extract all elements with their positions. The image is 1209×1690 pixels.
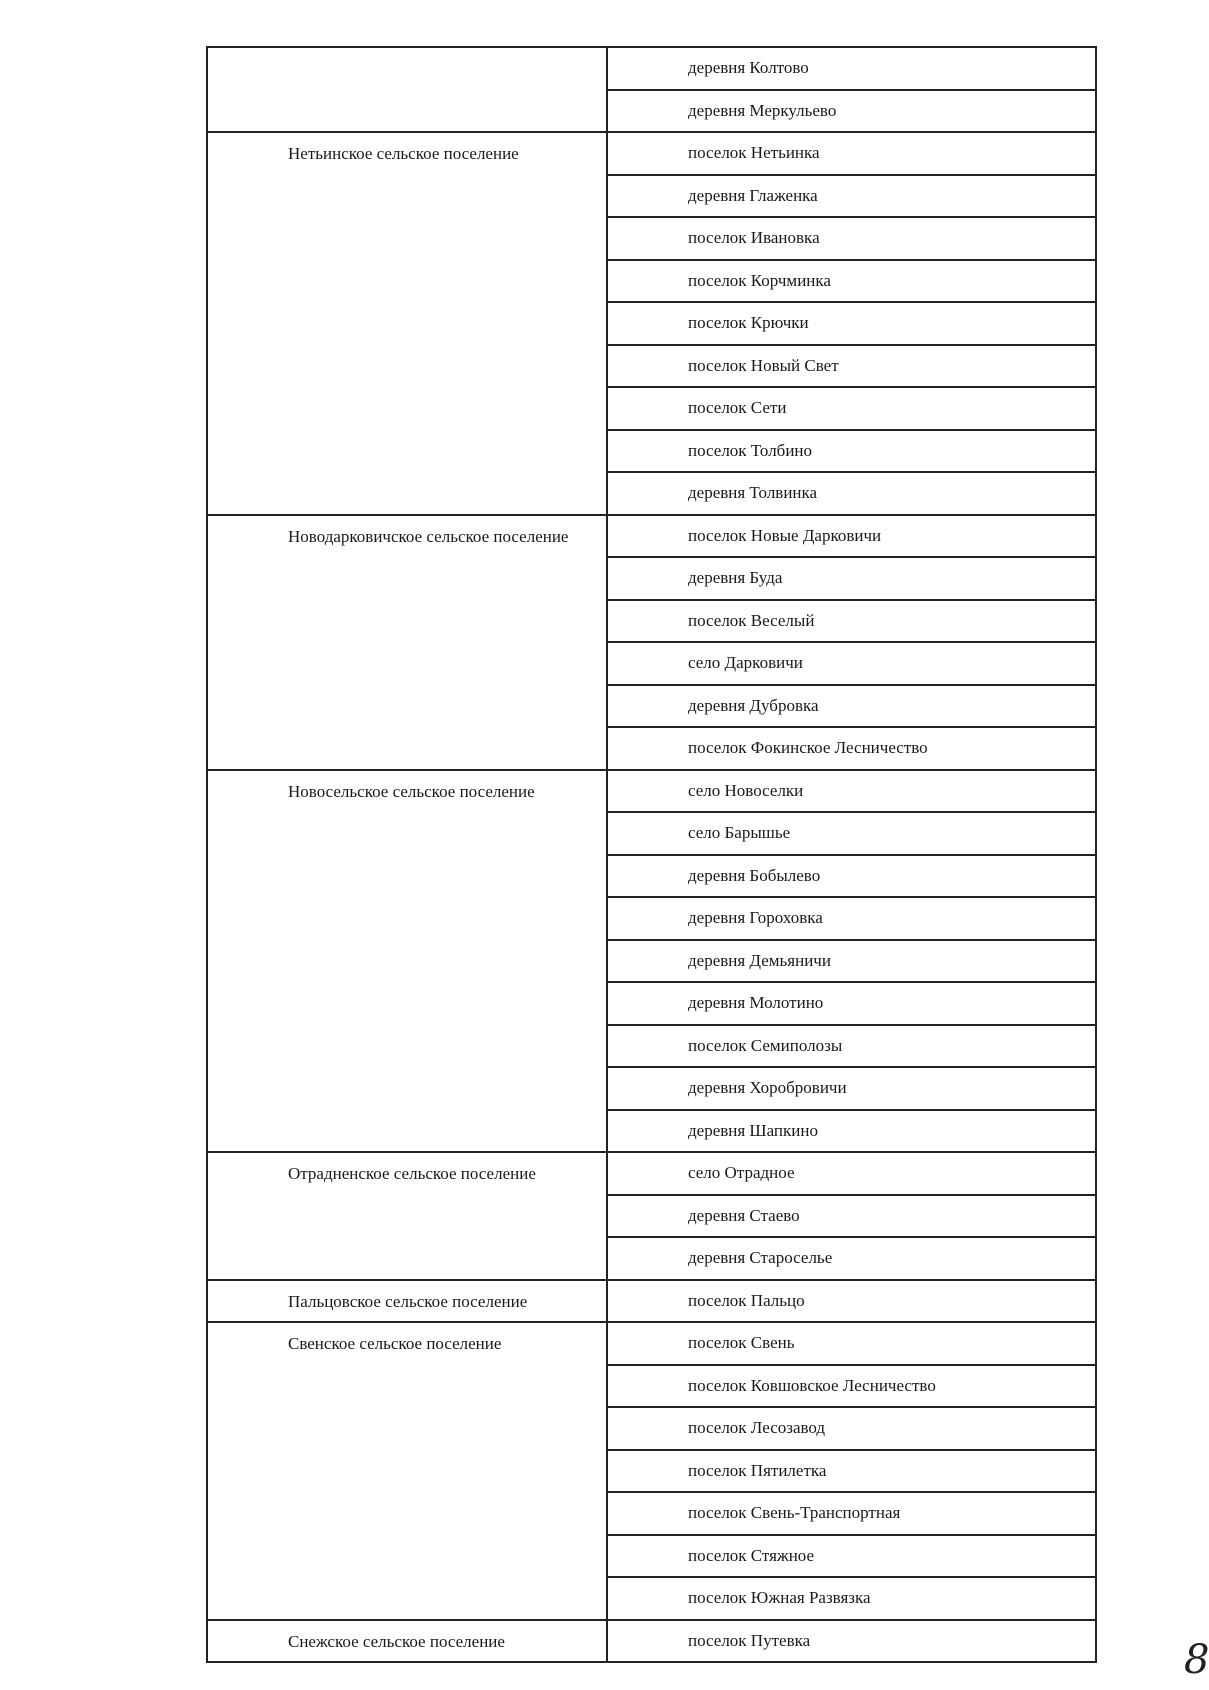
locality-name-cell: поселок Путевка — [607, 1620, 1096, 1663]
settlement-name-cell: Отрадненское сельское поселение — [207, 1152, 607, 1280]
locality-name-cell: деревня Буда — [607, 557, 1096, 600]
table-row — [207, 1620, 1096, 1663]
settlement-name-cell: Пальцовское сельское поселение — [207, 1280, 607, 1323]
locality-name-cell: деревня Глаженка — [607, 175, 1096, 218]
locality-name-cell: поселок Свень-Транспортная — [607, 1492, 1096, 1535]
settlement-name-cell: Новосельское сельское поселение — [207, 770, 607, 1153]
handwritten-page-number: 8 — [1184, 1637, 1209, 1683]
table-row — [207, 1152, 1096, 1195]
locality-name-cell: деревня Молотино — [607, 982, 1096, 1025]
locality-name-cell: поселок Ковшовское Лесничество — [607, 1365, 1096, 1408]
locality-name-cell: поселок Новые Дарковичи — [607, 515, 1096, 558]
locality-name-cell: поселок Сети — [607, 387, 1096, 430]
table-row — [207, 1322, 1096, 1365]
locality-name-cell: поселок Толбино — [607, 430, 1096, 473]
locality-name-cell: деревня Дубровка — [607, 685, 1096, 728]
table-row — [207, 1280, 1096, 1323]
locality-name-cell: поселок Лесозавод — [607, 1407, 1096, 1450]
locality-name-cell: деревня Колтово — [607, 47, 1096, 90]
locality-name-cell: поселок Фокинское Лесничество — [607, 727, 1096, 770]
settlements-table — [206, 46, 1097, 1663]
locality-name-cell: поселок Новый Свет — [607, 345, 1096, 388]
locality-name-cell: поселок Пальцо — [607, 1280, 1096, 1323]
settlements-table-body — [207, 47, 1096, 1662]
settlement-name-cell: Снежское сельское поселение — [207, 1620, 607, 1663]
locality-name-cell: село Новоселки — [607, 770, 1096, 813]
locality-name-cell: деревня Стаево — [607, 1195, 1096, 1238]
locality-name-cell: деревня Шапкино — [607, 1110, 1096, 1153]
locality-name-cell: село Отрадное — [607, 1152, 1096, 1195]
locality-name-cell: поселок Нетьинка — [607, 132, 1096, 175]
locality-name-cell: поселок Стяжное — [607, 1535, 1096, 1578]
locality-name-cell: поселок Веселый — [607, 600, 1096, 643]
table-row — [207, 515, 1096, 558]
locality-name-cell: поселок Ивановка — [607, 217, 1096, 260]
settlement-name-cell: Свенское сельское поселение — [207, 1322, 607, 1620]
locality-name-cell: деревня Староселье — [607, 1237, 1096, 1280]
locality-name-cell: поселок Южная Развязка — [607, 1577, 1096, 1620]
locality-name-cell: поселок Свень — [607, 1322, 1096, 1365]
locality-name-cell: село Барышье — [607, 812, 1096, 855]
locality-name-cell: деревня Хоробровичи — [607, 1067, 1096, 1110]
locality-name-cell: деревня Толвинка — [607, 472, 1096, 515]
table-row — [207, 47, 1096, 90]
table-row — [207, 770, 1096, 813]
settlement-name-cell: Нетьинское сельское поселение — [207, 132, 607, 515]
locality-name-cell: село Дарковичи — [607, 642, 1096, 685]
locality-name-cell: поселок Семиполозы — [607, 1025, 1096, 1068]
locality-name-cell: деревня Бобылево — [607, 855, 1096, 898]
locality-name-cell: деревня Гороховка — [607, 897, 1096, 940]
locality-name-cell: деревня Меркульево — [607, 90, 1096, 133]
table-row — [207, 132, 1096, 175]
settlement-name-cell: Новодарковичское сельское поселение — [207, 515, 607, 770]
locality-name-cell: поселок Крючки — [607, 302, 1096, 345]
locality-name-cell: поселок Пятилетка — [607, 1450, 1096, 1493]
locality-name-cell: поселок Корчминка — [607, 260, 1096, 303]
locality-name-cell: деревня Демьяничи — [607, 940, 1096, 983]
settlement-name-cell — [207, 47, 607, 132]
